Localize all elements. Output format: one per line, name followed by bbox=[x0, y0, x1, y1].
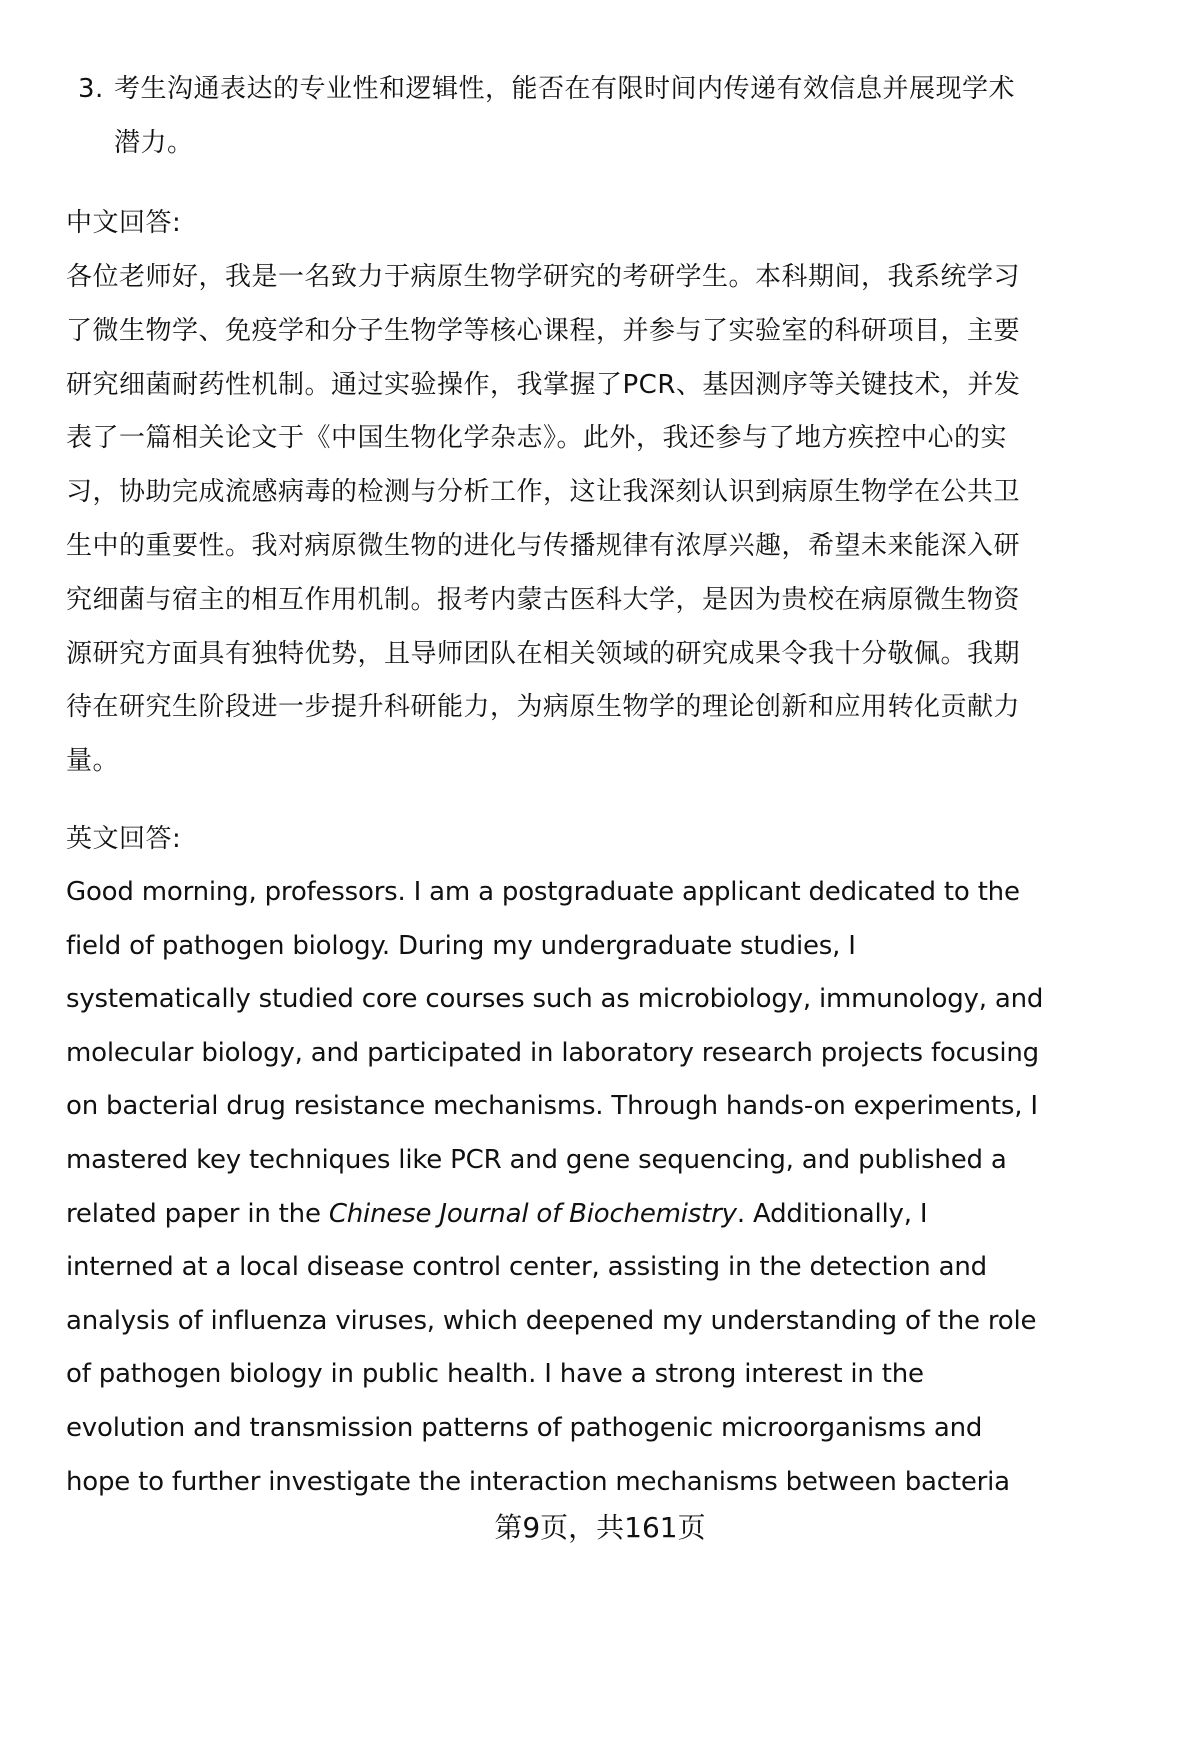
text-line: 待在研究生阶段进一步提升科研能力，为病原生物学的理论创新和应用转化贡献力 bbox=[66, 692, 1021, 723]
text-line: 生中的重要性。我对病原微生物的进化与传播规律有浓厚兴趣，希望未来能深入研 bbox=[66, 531, 1021, 561]
text-line: interned at a local disease control center, assisting in the detection and bbox=[66, 1252, 987, 1283]
question-line: 潜力。 bbox=[114, 128, 194, 158]
text-line: 习，协助完成流感病毒的检测与分析工作，这让我深刻认识到病原生物学在公共卫 bbox=[66, 477, 1021, 508]
text-line: on bacterial drug resistance mechanisms. Through hands-on experiments, I bbox=[66, 1091, 1038, 1122]
text-line: mastered key techniques like PCR and gene sequencing, and published a bbox=[66, 1145, 1007, 1175]
text-line: analysis of influenza viruses, which deepened my understanding of the role bbox=[66, 1305, 1037, 1336]
text-line: Good morning, professors. I am a postgraduate applicant dedicated to the bbox=[66, 877, 1020, 907]
text-line: 源研究方面具有独特优势，且导师团队在相关领域的研究成果令我十分敬佩。我期 bbox=[66, 638, 1021, 669]
chinese-answer-heading: 中文回答: bbox=[66, 208, 182, 238]
text-line: hope to further investigate the interaction mechanisms between bacteria bbox=[66, 1466, 1010, 1497]
journal-title: Chinese Journal of Biochemistry bbox=[328, 1198, 737, 1229]
text-line: 量。 bbox=[66, 746, 120, 777]
text-line: 究细菌与宿主的相互作用机制。报考内蒙古医科大学，是因为贵校在病原微生物资 bbox=[66, 584, 1021, 615]
text-line: 研究细菌耐药性机制。通过实验操作，我掌握了PCR、基因测序等关键技术，并发 bbox=[66, 369, 1021, 400]
text-line: field of pathogen biology. During my undergraduate studies, I bbox=[66, 930, 856, 961]
text-line: molecular biology, and participated in laboratory research projects focusing bbox=[66, 1037, 1039, 1068]
text-line: 了微生物学、免疫学和分子生物学等核心课程，并参与了实验室的科研项目，主要 bbox=[66, 315, 1021, 346]
english-answer-heading: 英文回答: bbox=[66, 824, 182, 854]
list-number: 3. bbox=[78, 74, 104, 104]
text-line: of pathogen biology in public health. I have a strong interest in the bbox=[66, 1359, 924, 1390]
page-number-footer: 第9页，共161页 bbox=[494, 1511, 706, 1544]
text-line bbox=[66, 1187, 927, 1241]
text-line: systematically studied core courses such as microbiology, immunology, and bbox=[66, 984, 1044, 1015]
text-span: related paper in the bbox=[66, 1198, 329, 1229]
text-span: . Additionally, I bbox=[736, 1198, 928, 1229]
text-line: 各位老师好，我是一名致力于病原生物学研究的考研学生。本科期间，我系统学习 bbox=[66, 262, 1021, 292]
question-line: 考生沟通表达的专业性和逻辑性，能否在有限时间内传递有效信息并展现学术 bbox=[114, 74, 1016, 104]
text-line: evolution and transmission patterns of pathogenic microorganisms and bbox=[66, 1413, 983, 1443]
text-line: 表了一篇相关论文于《中国生物化学杂志》。此外，我还参与了地方疾控中心的实 bbox=[66, 423, 1008, 454]
